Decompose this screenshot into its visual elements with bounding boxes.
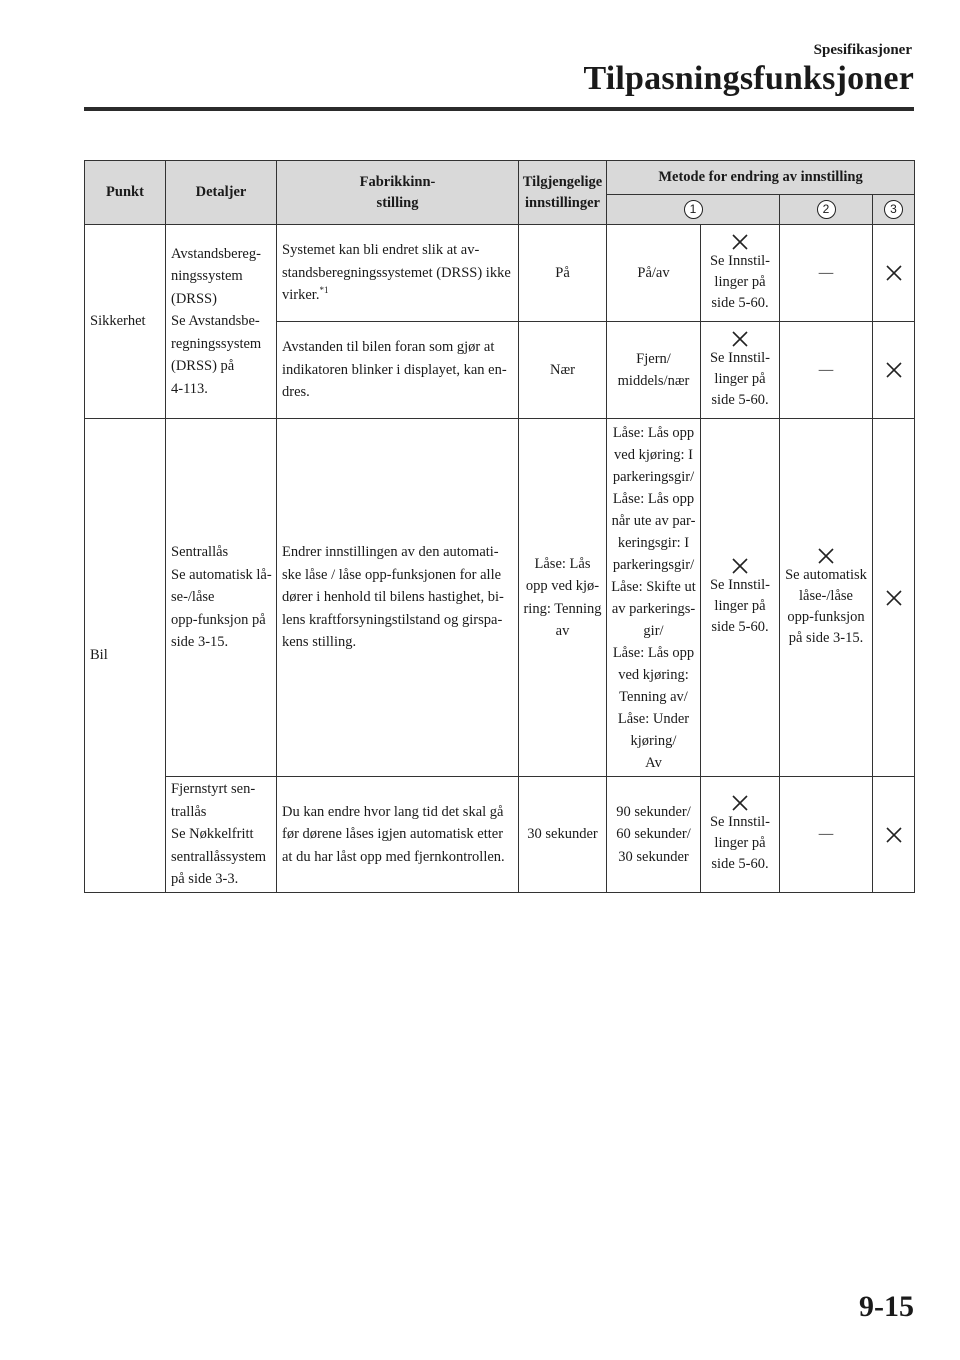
- available-options: Fjern/ middels/nær: [607, 322, 701, 419]
- default-value: 30 sekunder: [519, 777, 607, 893]
- group-label-bil: Bil: [85, 419, 166, 893]
- method-1-cell: [701, 225, 780, 322]
- table-row: [85, 225, 915, 322]
- col-header-tilgjengelige: Tilgjengelige innstillinger: [519, 161, 607, 225]
- customization-table: [84, 160, 915, 893]
- method-2-header: [780, 195, 873, 225]
- not-applicable-icon: [731, 330, 749, 348]
- method-1-cell: [701, 777, 780, 893]
- method-3-cell: [873, 225, 915, 322]
- method-1-ref: Se Innstil- linger på side 5-60.: [709, 252, 770, 311]
- method-number-1: 1: [684, 200, 703, 219]
- table-row: [85, 777, 915, 893]
- item-sentrallas: Sentrallås Se automatisk lå- se-/låse opp-funksjon på side 3-15.: [166, 419, 277, 777]
- detail-text: Avstanden til bilen foran som gjør at indikatoren blinker i displayet, kan en- dres.: [277, 322, 519, 419]
- method-3-cell: [873, 777, 915, 893]
- group-label-sikkerhet: Sikkerhet: [85, 225, 166, 419]
- header-rule: [84, 107, 914, 111]
- method-2-cell: [780, 419, 873, 777]
- not-applicable-icon: [885, 589, 903, 607]
- method-2-value: —: [780, 777, 873, 893]
- col-header-detaljer: Detaljer: [166, 161, 277, 225]
- method-2-ref: Se automatisk låse-/låse opp-funksjon på side 3-15.: [785, 566, 867, 646]
- footnote-marker: *1: [319, 285, 329, 296]
- method-1-ref: Se Innstil- linger på side 5-60.: [709, 349, 770, 408]
- page-title: Tilpasningsfunksjoner: [583, 60, 914, 97]
- item-fjernstyrt-sentrallas: Fjernstyrt sen- trallås Se Nøkkelfritt sentrallåssystem på side 3-3.: [166, 777, 277, 893]
- method-3-cell: [873, 419, 915, 777]
- available-options: På/av: [607, 225, 701, 322]
- method-number-3: 3: [884, 200, 903, 219]
- available-options: 90 sekunder/ 60 sekunder/ 30 sekunder: [607, 777, 701, 893]
- not-applicable-icon: [817, 547, 835, 565]
- default-value: På: [519, 225, 607, 322]
- col-header-punkt: Punkt: [85, 161, 166, 225]
- page-number: 9-15: [859, 1290, 914, 1323]
- section-title: Spesifikasjoner: [813, 42, 912, 58]
- not-applicable-icon: [731, 557, 749, 575]
- table-row: [85, 419, 915, 777]
- method-1-cell: [701, 419, 780, 777]
- not-applicable-icon: [885, 361, 903, 379]
- not-applicable-icon: [885, 826, 903, 844]
- method-3-cell: [873, 322, 915, 419]
- detail-cell: [277, 225, 519, 322]
- col-header-fabrikkinnstilling: Fabrikkinn- stilling: [277, 161, 519, 225]
- method-3-header: [873, 195, 915, 225]
- item-drss: Avstandsbereg- ningssystem (DRSS) Se Avstandsbe- regningssystem (DRSS) på 4-113.: [166, 225, 277, 419]
- method-1-cell: [701, 322, 780, 419]
- detail-text: Systemet kan bli endret slik at av- standsberegningssystemet (DRSS) ikke virker.: [282, 242, 511, 304]
- method-2-value: —: [780, 225, 873, 322]
- method-1-header: [607, 195, 780, 225]
- not-applicable-icon: [731, 794, 749, 812]
- default-value: Nær: [519, 322, 607, 419]
- not-applicable-icon: [731, 233, 749, 251]
- not-applicable-icon: [885, 264, 903, 282]
- default-value: Låse: Lås opp ved kjø- ring: Tenning av: [519, 419, 607, 777]
- detail-text: Endrer innstillingen av den automati- ske låse / låse opp-funksjonen for alle dører i henhold til bilens hastighet, bi- lens kraftforsyningstilstand og girspa- kens stilling.: [277, 419, 519, 777]
- method-1-ref: Se Innstil- linger på side 5-60.: [709, 577, 770, 635]
- method-number-2: 2: [817, 200, 836, 219]
- method-2-value: —: [780, 322, 873, 419]
- available-options: Låse: Lås opp ved kjøring: I parkeringsgir/ Låse: Lås opp når ute av par- keringsgir: I parkeringsgir/ Låse: Skifte ut av parkerings- gir/ Låse: Lås opp ved kjøring: Tenning av/ Låse: Under kjøring/ Av: [607, 419, 701, 777]
- col-header-metode: Metode for endring av innstilling: [607, 161, 915, 195]
- detail-text: Du kan endre hvor lang tid det skal gå før dørene låses igjen automatisk etter at du har låst opp med fjernkontrollen.: [277, 777, 519, 893]
- method-1-ref: Se Innstil- linger på side 5-60.: [709, 814, 770, 872]
